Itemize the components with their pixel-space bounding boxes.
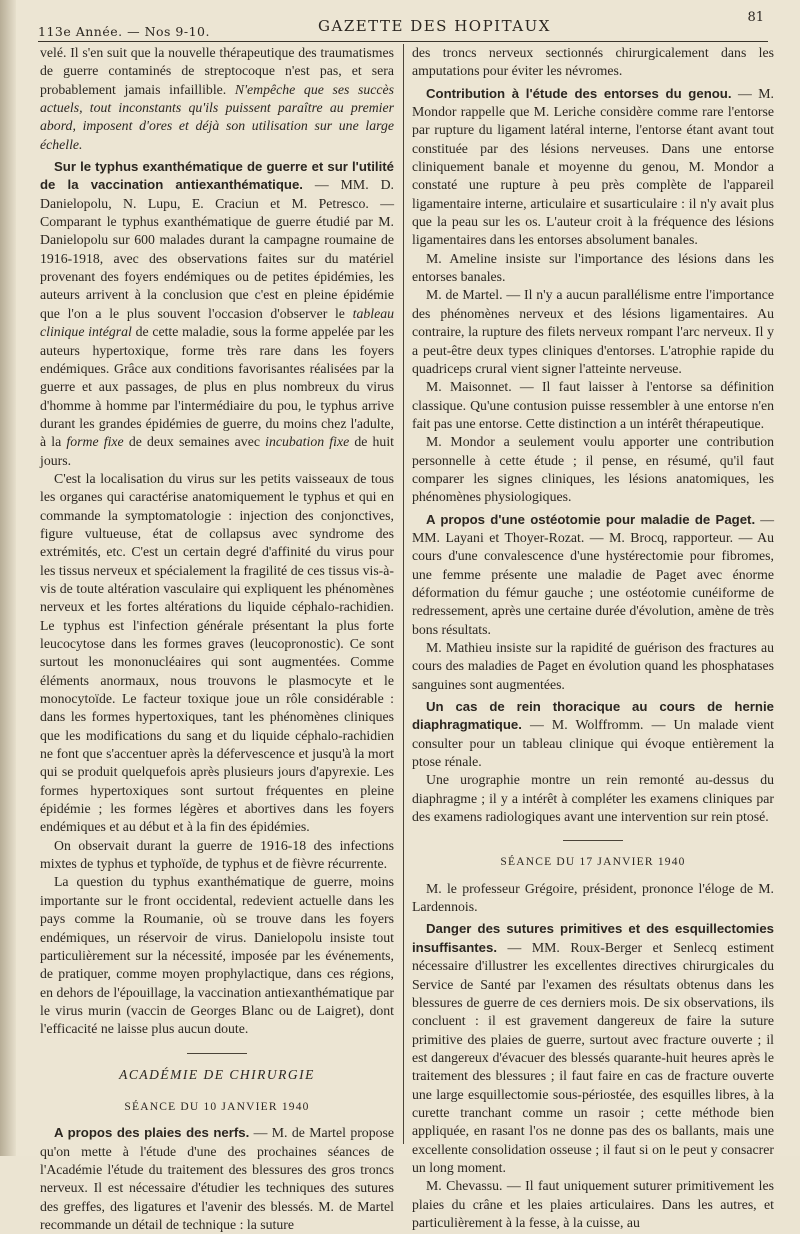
issue-label: 113e Année. — Nos 9-10.: [38, 24, 210, 39]
article-title: Contribution à l'étude des entorses du genou.: [426, 85, 732, 101]
paragraph: Une urographie montre un rein remonté au-dessus du diaphragme ; il y a intérêt à compléter les examens cliniques par des examens radiologiques avant une intervention sur rein ptosé.: [412, 772, 774, 825]
article-title: Danger des sutures primitives et des esquillectomies insuffisantes.: [412, 921, 774, 955]
left-column: [40, 44, 394, 1234]
paragraph: C'est la localisation du virus sur les petits vaisseaux de tous les organes qui caractérise anatomiquement le typhus et qui en commande la symptomatologie : injection des conjonctives, figure vultueuse, état de collapsus avec syndrome des extrémités, etc. C'est un certain degré d'affinité du virus pour les tissus nerveux et spécialement la fragilité de ces tissus vis-à-vis de toute altération vasculaire qui expliquent les phénomènes nerveux et les fortes altérations du liquide céphalo-rachidien. Le typhus est l'infection générale présentant la plus forte leucocytose dans les formes graves (leucopronostic). Ce sont surtout les mononucléaires qui sont augmentées. Comme éléments anormaux, nous trouvons le plasmocyte et le monocytoïde. Le facteur toxique joue un rôle considérable : dans les formes hypertoxiques, tant les phénomènes cliniques que les modifications du sang et du liquide céphalo-rachidien ne font que s'accentuer après la défervescence et jusqu'à la mort qui se produit quelquefois après plusieurs jours d'apyrexie. Les formes hypertoxiques sont surtout fréquentes en pleine épidémie ; les formes légères et abortives dans les foyers endémiques et au début et à la fin des épidémies.: [40, 470, 394, 835]
article-title: Un cas de rein thoracique au cours de hernie diaphragmatique.: [412, 699, 774, 733]
paragraph: M. de Martel. — Il n'y a aucun parallélisme entre l'importance des phénomènes nerveux et des lésions ligamentaires. Au contraire, la rupture des filets nerveux rompant l'arc nerveux. Il y a peut-être deux types cliniques d'entorses. L'atrophie rapide du quadriceps crural vient signer l'atteinte nerveuse.: [412, 287, 774, 376]
section-heading: ACADÉMIE DE CHIRURGIE: [119, 1066, 315, 1082]
paragraph: On observait durant la guerre de 1916-18 des infections mixtes de typhus et typhoïde, de typhus et de fièvre récurrente.: [40, 837, 394, 872]
header-rule: [38, 41, 768, 42]
article-nerfs: A propos des plaies des nerfs. — M. de Martel propose qu'on mette à l'étude d'une des prochaines séances de l'Académie l'étude du traitement des blessures des gros troncs nerveux. Il est nécessaire d'étudier les techniques des sutures des greffes, des ligatures et l'avenir des blessés. M. de Martel recommande un détail de technique : la suture: [40, 1125, 394, 1232]
paragraph: M. Mathieu insiste sur la rapidité de guérison des fractures au cours des maladies de Paget en évolution quand les phosphatases sanguines sont augmentées.: [412, 640, 774, 692]
paragraph: M. Mondor a seulement voulu apporter une contribution personnelle à cette étude ; il pense, en résumé, qu'il faut comparer les signes cliniques, les lésions anatomiques, les phénomènes physiologiques.: [412, 434, 774, 505]
journal-title: GAZETTE DES HOPITAUX: [318, 17, 551, 35]
separator-rule: [563, 840, 623, 841]
article-paget: A propos d'une ostéotomie pour maladie de Paget. — MM. Layani et Thoyer-Rozat. — M. Brocq, rapporteur. — Au cours d'une convalescence d'une hystérectomie pour fibromes, une femme présente une maladie de Paget avec énorme déformation du fémur gauche ; une ostéotomie cunéiforme de redressement, après une certaine durée d'évolution, amène de très bons résultats.: [412, 511, 774, 637]
session-date: SÉANCE DU 10 JANVIER 1940: [124, 1100, 310, 1113]
paragraph: M. Chevassu. — Il faut uniquement suturer primitivement les plaies du crâne et les plaies articulaires. Dans les autres, et particulièrement à la fesse, à la cuisse, au: [412, 1178, 774, 1230]
article-title: Sur le typhus exanthématique de guerre et sur l'utilité de la vaccination antiexanthématique.: [40, 159, 394, 193]
paragraph: La question du typhus exanthématique de guerre, moins importante sur le front occidental, redevient actuelle dans les pays comme la Roumanie, où se trouve dans les foyers endémiques, un réservoir de virus. Danielopolu insiste tout particulièrement sur la nécessité, imposée par les événements, de pratiquer, comme moyen prophylactique, dans ces régions, en dehors de l'épouillage, la vaccination antiexanthématique par le virus murin (vaccin de Georges Blanc ou de Laigret), dont l'efficacité ne laisse plus aucun doute.: [40, 874, 394, 1037]
article-entorses: Contribution à l'étude des entorses du genou. — M. Mondor rappelle que M. Leriche considère comme rare l'entorse par rupture du ligament latéral interne, l'entorse étant avant tout constituée par des lésions nerveuses. Dans une entorse cliniquement banale et moyenne du genou, M. Mondor a constaté une rupture à peu près complète de l'appareil ligamentaire interne, articulaire et susarticulaire : il n'y avait plus que la peau sur les os. L'auteur croit à la fréquence des lésions ligamentaires dans les entorses absolument banales.: [412, 85, 774, 248]
article-sutures: Danger des sutures primitives et des esquillectomies insuffisantes. — MM. Roux-Berger et Senlecq estiment nécessaire d'illustrer les excellentes directives chirurgicales du Service de Santé par l'examen des résultats obtenus dans les blessures de guerre de ces derniers mois. De six observations, ils concluent : il est gravement dangereux de faire la suture primitive des plaies de guerre, surtout avec fracture ouverte ; il est dangereux d'évacuer des blessés quarante-huit heures après le traitement des blessures ; il faut faire en cas de fracture ouverte une large esquillectomie sous-périostée, des esquilles libres, à la curette tranchant comme un rasoir ; cette méthode bien appliquée, en rasant l'os ne donne pas des os ballants, mais une excellente consolidation osseuse ; il faut si on le peut y consacrer un long moment.: [412, 921, 775, 1175]
paragraph: M. Ameline insiste sur l'importance des lésions dans les entorses banales.: [412, 250, 774, 285]
paragraph: des troncs nerveux sectionnés chirurgicalement dans les amputations pour éviter les névromes.: [412, 45, 774, 79]
column-divider: [403, 44, 404, 1144]
article-typhus: Sur le typhus exanthématique de guerre et sur l'utilité de la vaccination antiexanthématique. — MM. D. Danielopolu, N. Lupu, E. Craciun et M. Petresco. — Comparant le typhus exanthématique de guerre étudié par M. Danielopolu sur 600 malades durant la campagne roumaine de 1916-1918, avec des observations faites sur du matériel provenant des foyers endémiques ou de petites épidémies, les auteurs arrivent à la conclusion que c'est en pleine épidémie que l'on a le plus souvent l'occasion d'observer le tableau clinique intégral de cette maladie, sous la forme appelée par les auteurs hypertoxique, forme très rare dans les foyers endémiques. Grâce aux conditions favorisantes réalisées par la guerre et aux passages, de plus en plus nombreux du virus d'homme à homme par l'intermédiaire du pou, le typhus arrive durant les grandes épidémies de guerre, du moins chez l'adulte, à la forme fixe de deux semaines avec incubation fixe de huit jours.: [40, 159, 395, 468]
paragraph: M. Maisonnet. — Il faut laisser à l'entorse sa définition classique. Qu'une contusion puisse ressembler à une entorse n'en fait pas une entorse. Cette distinction a un intérêt thérapeutique.: [412, 379, 774, 431]
page-number: 81: [747, 10, 764, 25]
session-date: SÉANCE DU 17 JANVIER 1940: [500, 856, 686, 869]
article-rein: Un cas de rein thoracique au cours de hernie diaphragmatique. — M. Wolffromm. — Un malade vient consulter pour un tableau clinique qui évoque entièrement la ptose rénale.: [412, 699, 774, 770]
paragraph: velé. Il s'en suit que la nouvelle thérapeutique des traumatismes de guerre contaminés de streptocoque n'est pas, et sera probablement jamais infaillible. N'empêche que ses succès actuels, tout inconstants qu'ils puissent paraître au premier abord, imposent d'ores et déjà son utilisation sur une large échelle.: [40, 45, 394, 152]
article-title: A propos d'une ostéotomie pour maladie de Paget.: [426, 511, 756, 527]
page-header: [38, 8, 768, 42]
paragraph: M. le professeur Grégoire, président, prononce l'éloge de M. Lardennois.: [412, 880, 774, 915]
page-edge-shadow: [0, 0, 16, 1156]
separator-rule: [187, 1053, 247, 1054]
right-column: [412, 44, 774, 1232]
article-title: A propos des plaies des nerfs.: [54, 1125, 250, 1141]
